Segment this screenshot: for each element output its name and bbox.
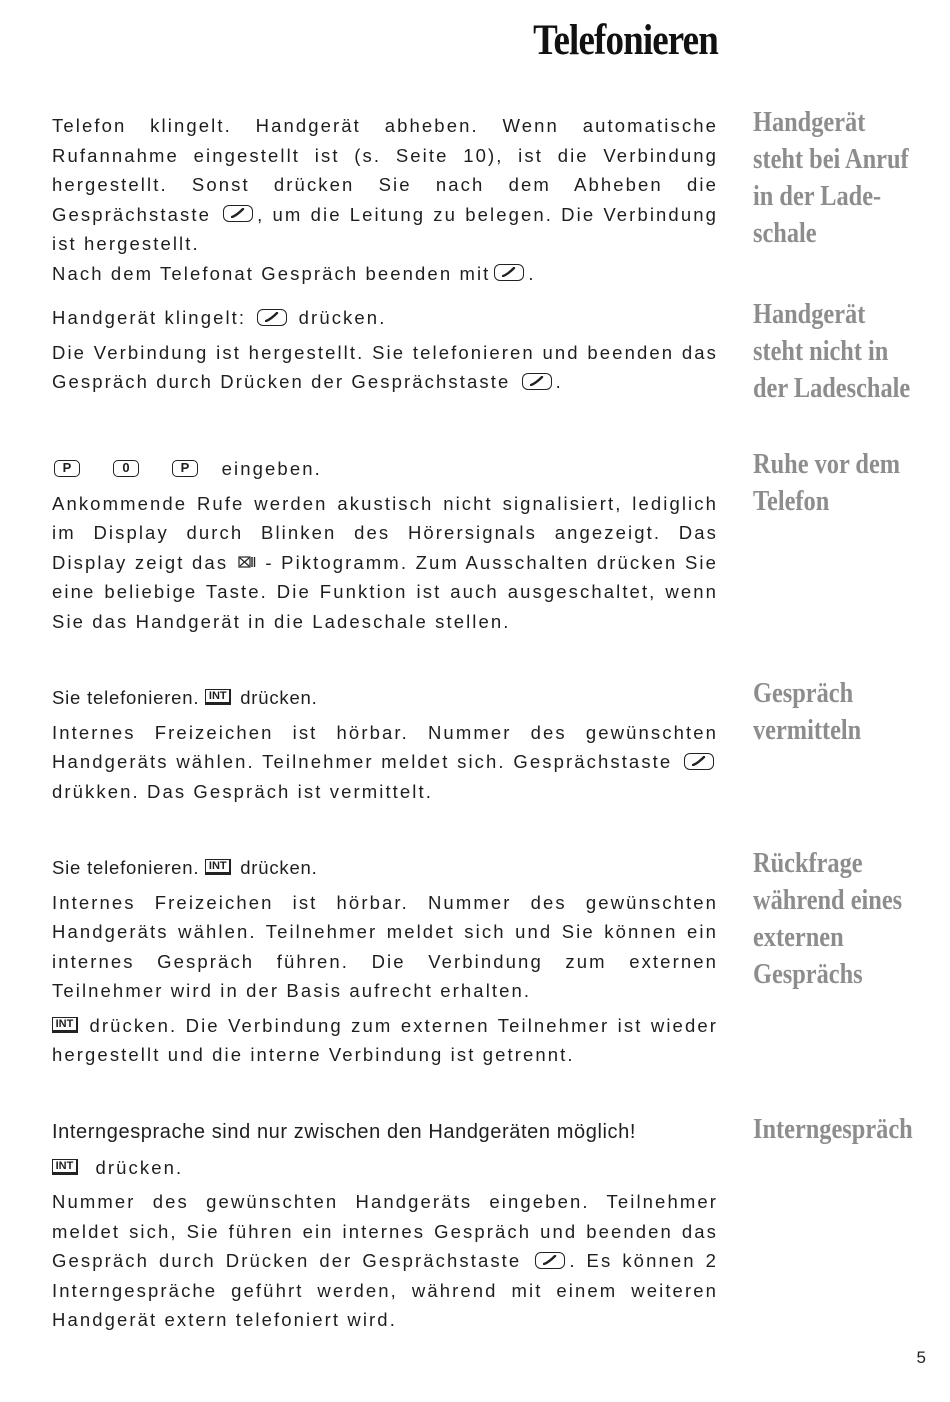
paragraph [52,338,718,397]
text: Nach dem Telefonat Gespräch beenden mit [52,262,491,284]
int-key-icon: INT [205,689,231,705]
text: Interngesprache sind nur zwischen den Handgeräten möglich! [52,1121,637,1143]
side-heading: Interngespräch [753,1113,913,1145]
page-title: Telefonieren [533,17,718,64]
paragraph [52,1187,718,1335]
text: drücken. Die Verbindung zum externen Teilnehmer ist wieder hergestellt und die interne Verbindung ist getrennt. [52,1014,718,1065]
text: Sie telefonieren. [52,857,200,878]
int-key-icon: INT [52,1159,78,1175]
call-key-icon [257,309,287,326]
text: drükken. Das Gespräch ist vermittelt. [52,780,433,802]
paragraph [52,1011,718,1070]
paragraph [52,1118,718,1148]
text: Ankommende Rufe werden akustisch nicht signalisiert, lediglich im Display durch Blinken des Hörersignals angezeigt. Das Display zeigt das [52,492,718,573]
paragraph [52,853,718,883]
text: Sie telefonieren. [52,687,200,708]
paragraph [52,683,718,713]
paragraph [52,718,718,807]
side-heading: Handgerät steht bei Anruf in der Lade- schale [753,106,909,249]
call-key-icon [522,373,552,390]
paragraph [52,259,718,289]
call-key-icon [494,264,524,281]
text: Die Verbindung ist hergestellt. Sie telefonieren und beenden das Gespräch durch Drücken der Gesprächstaste [52,341,718,392]
call-key-icon [223,205,253,222]
text: drücken. [298,307,387,328]
text: Telefon klingelt. Handgerät abheben. Wenn automatische Rufannahme eingestellt ist (s. Seite 10), ist die Verbindung hergestellt. Sonst drücken Sie nach dem Abheben die Gesprächstaste [52,115,718,225]
int-key-icon: INT [205,859,231,875]
zero-key-icon: 0 [113,460,139,477]
paragraph [52,111,718,259]
text: drücken. [240,687,318,708]
p-key-icon: P [172,460,198,477]
text: . [555,371,563,392]
side-heading: Gespräch vermitteln [753,677,862,746]
paragraph [52,888,718,1006]
side-heading: Handgerät steht nicht in der Ladeschale [753,298,911,404]
side-heading: Ruhe vor dem Telefon [753,448,901,517]
int-key-icon: INT [52,1017,78,1033]
text: drücken. [240,857,318,878]
side-heading: Rückfrage während eines externen Gesprächs [753,847,903,990]
page-number: 5 [916,1348,926,1367]
text: drücken. [95,1156,184,1178]
text: , um die Leitung zu belegen. Die Verbindung ist hergestellt. [52,203,718,254]
text: . Es können 2 Interngespräche geführt werden, während mit einem weiteren Handgerät extern telefoniert wird. [52,1250,718,1330]
text: Handgerät klingelt: [52,307,247,328]
call-key-icon [535,1252,565,1269]
paragraph [52,454,718,484]
ringer-off-icon [238,556,256,568]
text: - Piktogramm. Zum Ausschalten drücken Sie eine beliebige Taste. Die Funktion ist auch ausgeschaltet, wenn Sie das Handgerät in die Ladeschale stellen. [52,551,718,632]
paragraph [52,489,718,637]
call-key-icon [684,753,714,770]
text: Internes Freizeichen ist hörbar. Nummer des gewünschten Handgeräts wählen. Teilnehmer meldet sich und Sie können ein internes Gespräch führen. Die Verbindung zum externen Teilnehmer wird in der Basis aufrecht erhalten. [52,891,718,1001]
text: Nummer des gewünschten Handgeräts eingeben. Teilnehmer meldet sich, Sie führen ein internes Gespräch und beenden das Gespräch durch Drücken der Gesprächstaste [52,1191,718,1271]
paragraph [52,1153,718,1183]
paragraph [52,303,718,333]
p-key-icon: P [54,460,80,477]
text: Internes Freizeichen ist hörbar. Nummer des gewünschten Handgeräts wählen. Teilnehmer meldet sich. Gesprächstaste [52,721,718,772]
text: eingeben. [221,458,322,479]
text: . [528,262,536,284]
